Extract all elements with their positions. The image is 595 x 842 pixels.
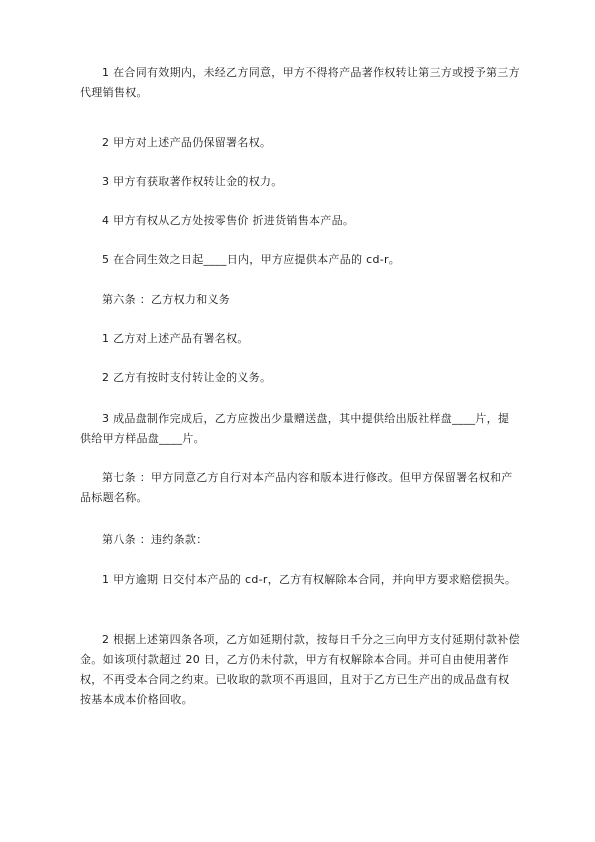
clause-paragraph-3: 3 甲方有获取著作权转让金的权力。 [102,175,283,188]
clause-paragraph-6-3: 3 成品盘制作完成后，乙方应拨出少量赠送盘，其中提供给出版社样盘____片，提供给甲方样品盘____片。 [80,412,510,445]
clause-paragraph-6-1: 1 乙方对上述产品有署名权。 [102,332,249,345]
clause-paragraph-6-2: 2 乙方有按时支付转让金的义务。 [102,371,272,384]
article-paragraph-7: 第七条 ：甲方同意乙方自行对本产品内容和版本进行修改。但甲方保留署名权和产品标题名称。 [80,471,513,504]
clause-paragraph-4: 4 甲方有权从乙方处按零售价 折进货销售本产品。 [102,214,355,227]
clause-paragraph-2: 2 甲方对上述产品仍保留署名权。 [102,136,272,149]
article-heading-8: 第八条 ：违约条款： [102,533,208,546]
clause-paragraph-8-2: 2 根据上述第四条各项，乙方如延期付款，按每日千分之三向甲方支付延期付款补偿金。如该项付款超过 20 日，乙方仍未付款，甲方有权解除本合同。并可自由使用著作权，不再受本合同之约束。已收取的款项不再退回，且对于乙方已生产出的成品盘有权按基本成本价格回收。 [80,633,520,706]
clause-paragraph-8-1: 1 甲方逾期 日交付本产品的 cd-r，乙方有权解除本合同，并向甲方要求赔偿损失。 [102,573,517,586]
article-heading-6: 第六条 ：乙方权力和义务 [102,293,231,306]
clause-paragraph-1: 1 在合同有效期内，未经乙方同意，甲方不得将产品著作权转让第三方或授予第三方代理销售权。 [80,66,520,99]
clause-paragraph-5: 5 在合同生效之日起____日内，甲方应提供本产品的 cd-r。 [102,253,401,266]
